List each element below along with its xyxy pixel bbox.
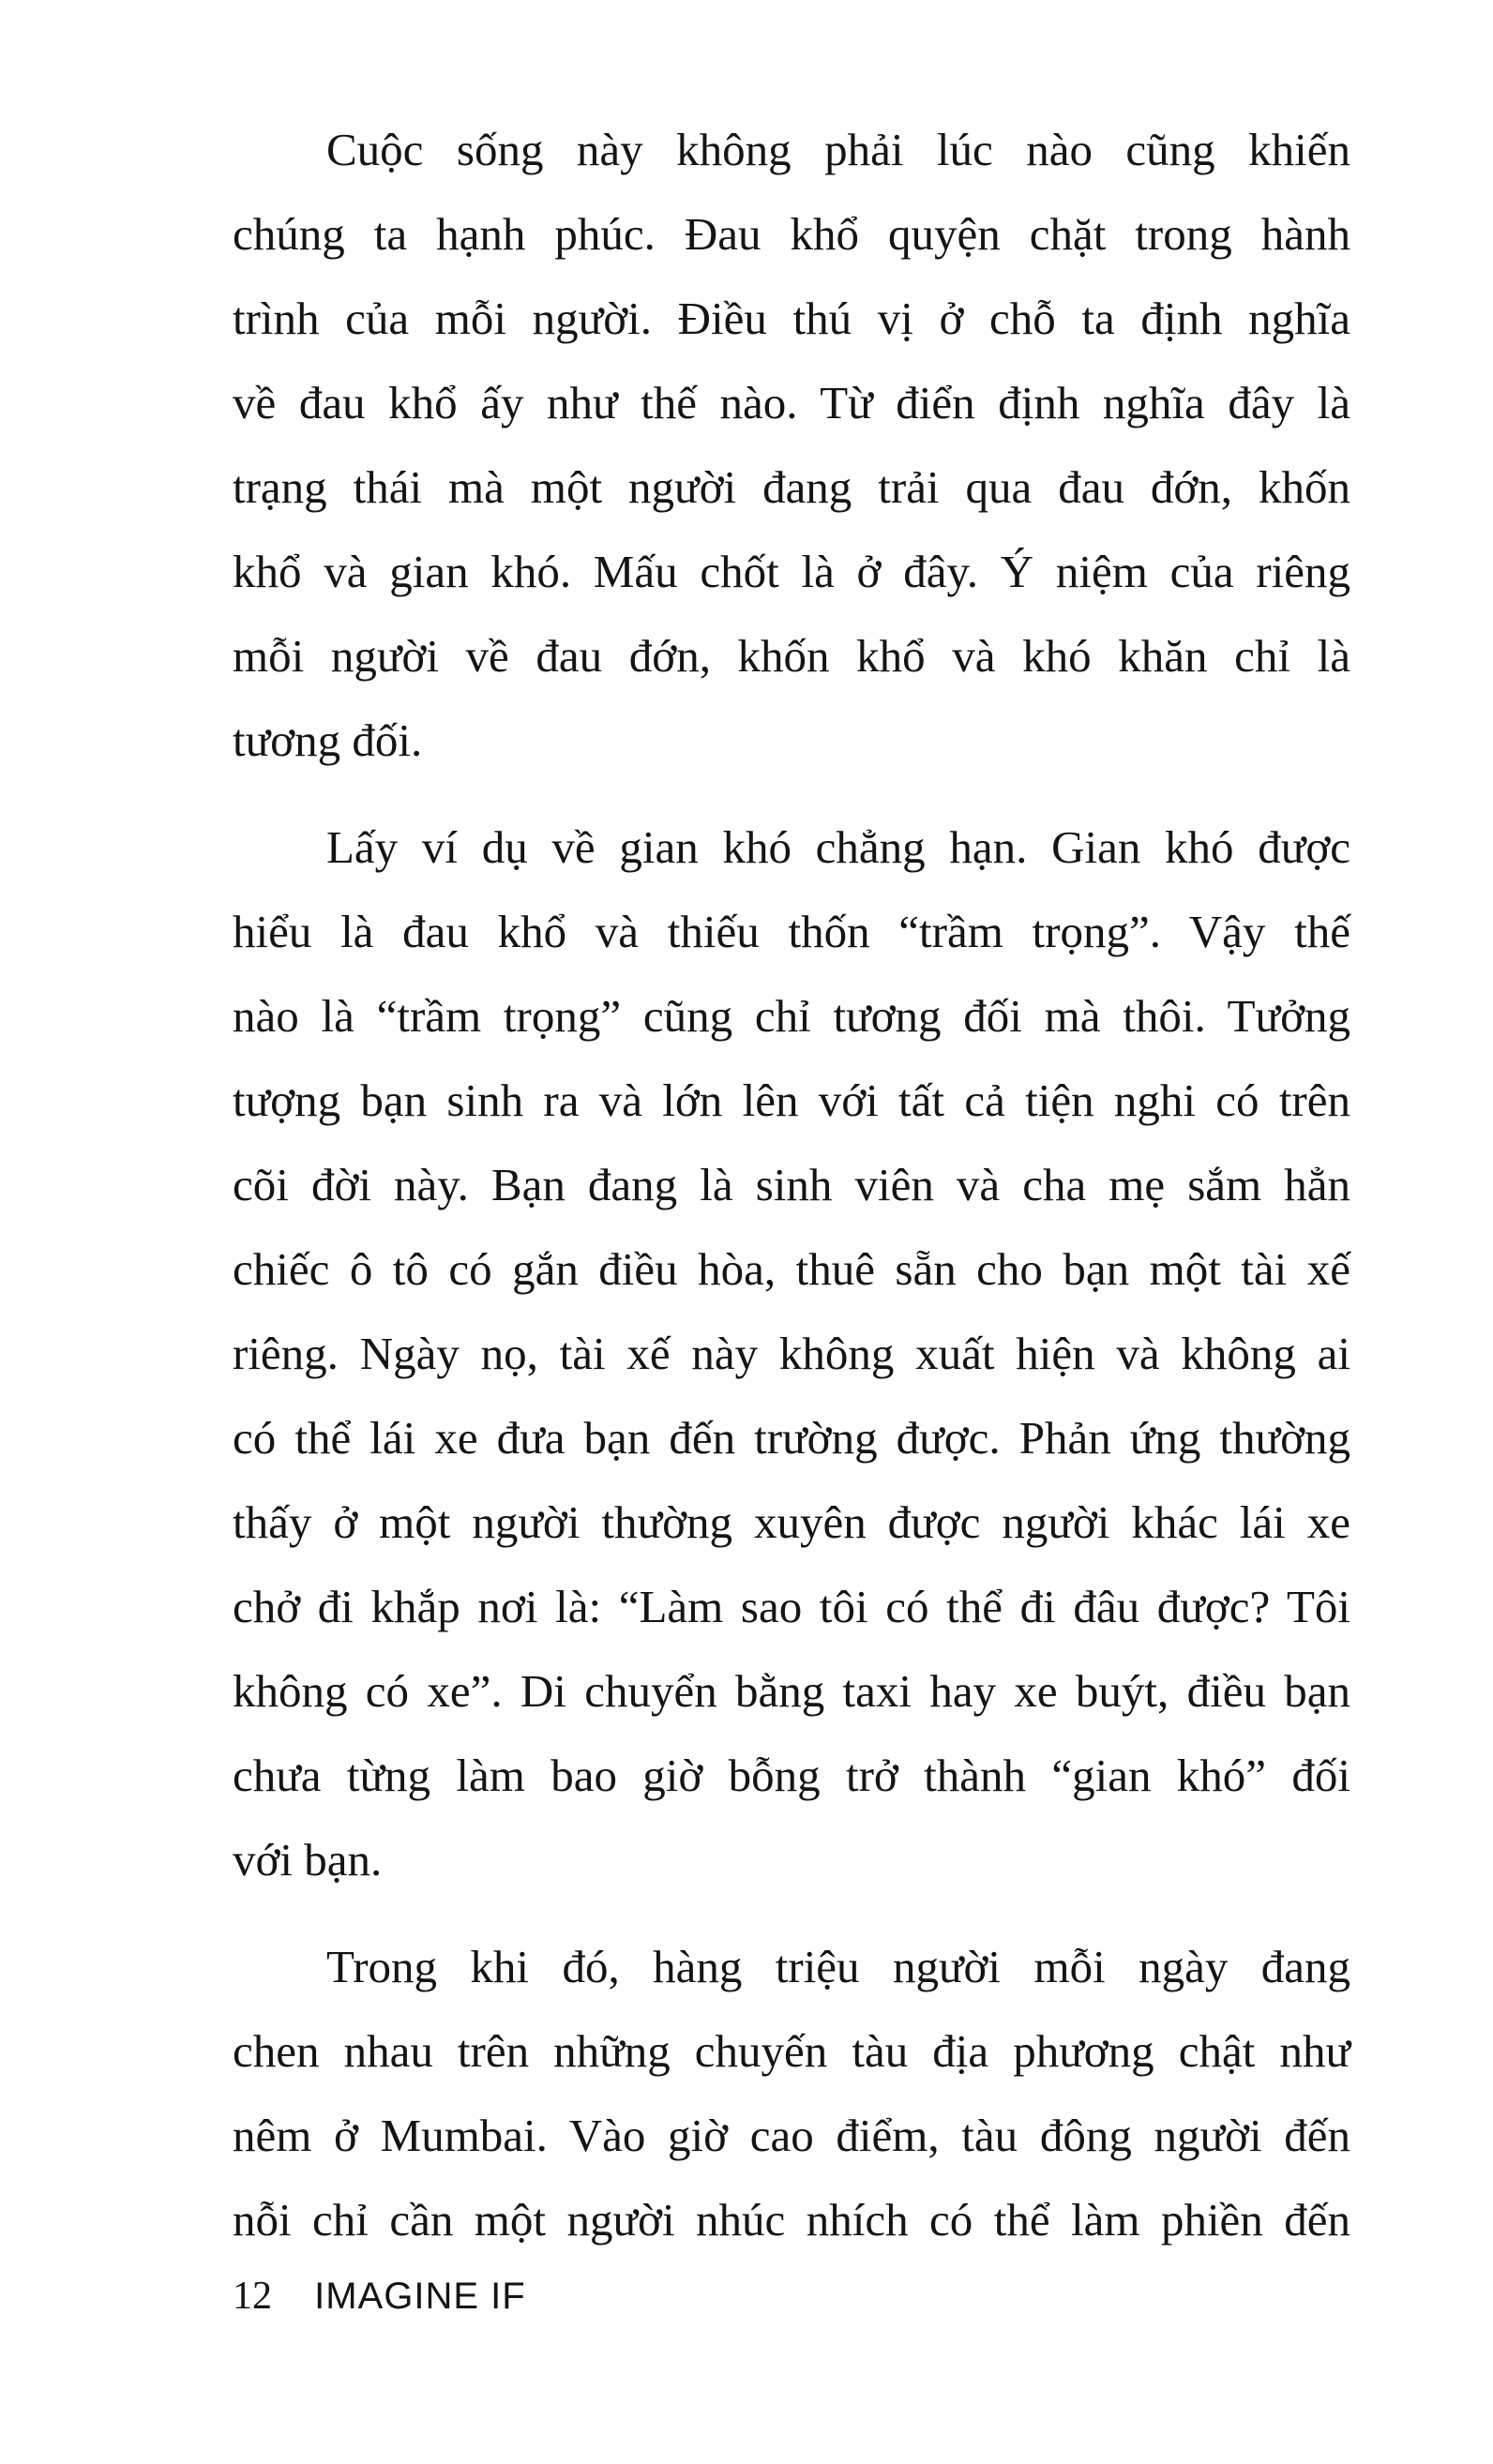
text-line: về đau khổ ấy như thế nào. Từ điển định nghĩa đây là bbox=[233, 377, 1350, 428]
text-line: tượng bạn sinh ra và lớn lên với tất cả tiện nghi có trên bbox=[233, 1074, 1350, 1126]
text-line: chưa từng làm bao giờ bỗng trở thành “gian khó” đối bbox=[233, 1750, 1350, 1801]
paragraph-3 bbox=[233, 1925, 1350, 2262]
paragraph-2 bbox=[233, 805, 1350, 1902]
text-line: cõi đời này. Bạn đang là sinh viên và cha mẹ sắm hẳn bbox=[233, 1159, 1350, 1210]
text-line: nào là “trầm trọng” cũng chỉ tương đối mà thôi. Tưởng bbox=[233, 990, 1350, 1042]
text-line: với bạn. bbox=[233, 1834, 383, 1886]
paragraph-gap bbox=[233, 783, 1350, 805]
text-line: chen nhau trên những chuyến tàu địa phương chật như bbox=[233, 2025, 1350, 2077]
text-line: Lấy ví dụ về gian khó chẳng hạn. Gian khó được bbox=[326, 821, 1350, 873]
text-line: nỗi chỉ cần một người nhúc nhích có thể làm phiền đến bbox=[233, 2194, 1350, 2246]
text-line: khổ và gian khó. Mấu chốt là ở đây. Ý niệm của riêng bbox=[233, 546, 1350, 597]
paragraph-gap bbox=[233, 1902, 1350, 1925]
body-text bbox=[233, 108, 1350, 2262]
text-line: chúng ta hạnh phúc. Đau khổ quyện chặt trong hành bbox=[233, 208, 1350, 260]
page-footer bbox=[233, 2274, 526, 2319]
text-line: chở đi khắp nơi là: “Làm sao tôi có thể đi đâu được? Tôi bbox=[233, 1581, 1350, 1632]
text-line: riêng. Ngày nọ, tài xế này không xuất hiện và không ai bbox=[233, 1328, 1350, 1379]
text-line: trình của mỗi người. Điều thú vị ở chỗ ta định nghĩa bbox=[233, 293, 1350, 344]
text-line: có thể lái xe đưa bạn đến trường được. Phản ứng thường bbox=[233, 1412, 1350, 1464]
text-line: tương đối. bbox=[233, 714, 423, 766]
text-line: nêm ở Mumbai. Vào giờ cao điểm, tàu đông người đến bbox=[233, 2110, 1350, 2161]
text-line: hiểu là đau khổ và thiếu thốn “trầm trọng”. Vậy thế bbox=[233, 906, 1350, 957]
paragraph-1 bbox=[233, 108, 1350, 783]
text-line: trạng thái mà một người đang trải qua đau đớn, khốn bbox=[233, 461, 1350, 513]
text-line: thấy ở một người thường xuyên được người khác lái xe bbox=[233, 1496, 1350, 1548]
page-number: 12 bbox=[233, 2275, 272, 2318]
text-line: Cuộc sống này không phải lúc nào cũng khiến bbox=[326, 124, 1350, 175]
text-line: Trong khi đó, hàng triệu người mỗi ngày đang bbox=[326, 1941, 1350, 1992]
text-line: mỗi người về đau đớn, khốn khổ và khó khăn chỉ là bbox=[233, 630, 1350, 682]
running-head: IMAGINE IF bbox=[314, 2276, 526, 2317]
text-line: không có xe”. Di chuyển bằng taxi hay xe buýt, điều bạn bbox=[233, 1665, 1350, 1717]
text-line: chiếc ô tô có gắn điều hòa, thuê sẵn cho bạn một tài xế bbox=[233, 1243, 1350, 1295]
